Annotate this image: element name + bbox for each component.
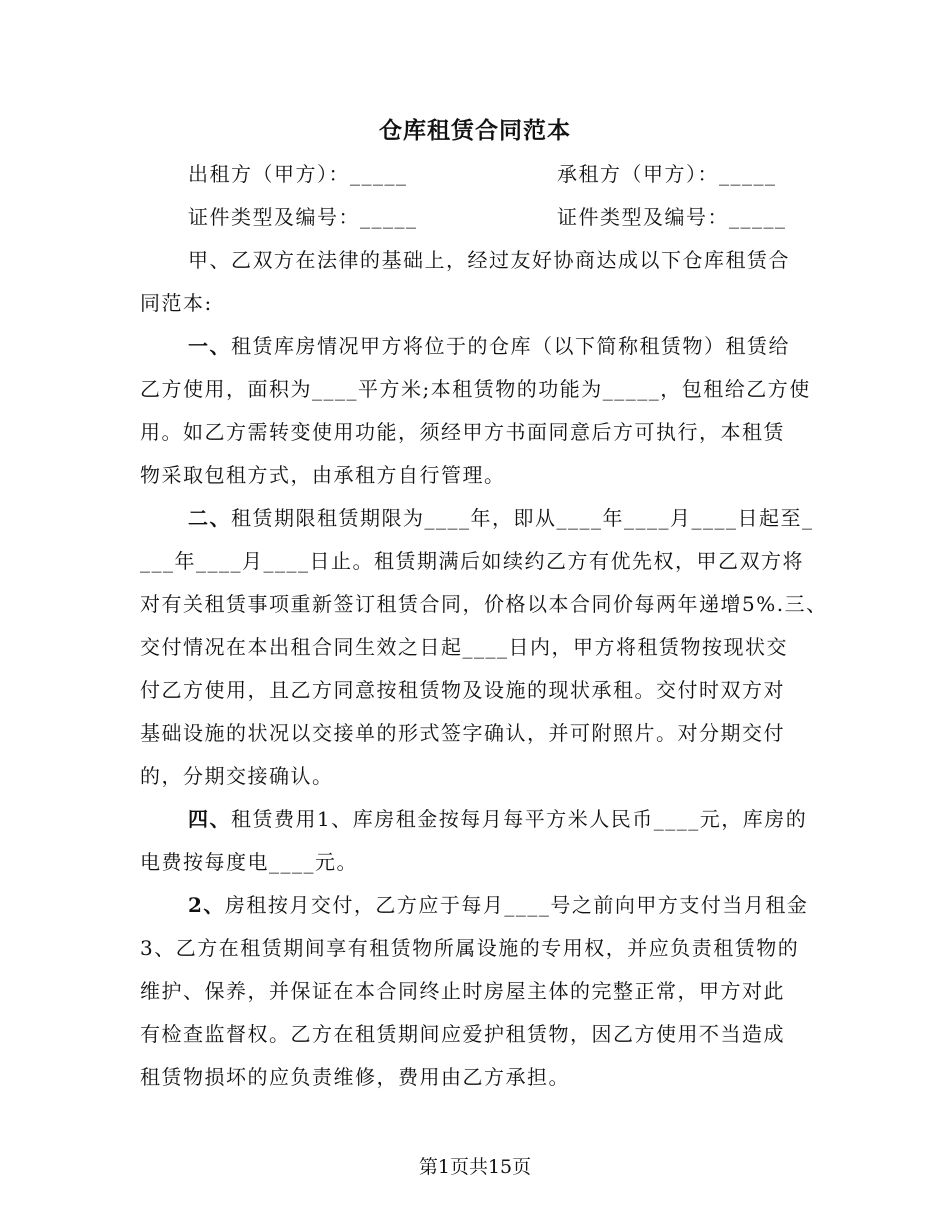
- item-2-marker: 2、: [188, 893, 225, 917]
- paragraph-line: 付乙方使用，且乙方同意按租赁物及设施的现状承租。交付时双方对: [140, 678, 785, 702]
- paragraph-line: 对有关租赁事项重新签订租赁合同，价格以本合同价每两年递增5%.三、: [140, 592, 828, 616]
- section-4-text: 租赁费用1、库房租金按每月每平方米人民币____元，库房的: [231, 807, 808, 831]
- paragraph-line: 用。如乙方需转变使用功能，须经甲方书面同意后方可执行，本租赁: [140, 420, 785, 444]
- paragraph-line: 维护、保养，并保证在本合同终止时房屋主体的完整正常，甲方对此: [140, 979, 785, 1003]
- section-1-line: [188, 332, 790, 360]
- paragraph-line: 交付情况在本出租合同生效之日起____日内，甲方将租赁物按现状交: [140, 635, 788, 659]
- section-2-marker: 二、: [188, 506, 231, 530]
- section-1-text: 租赁库房情况甲方将位于的仓库（以下简称租赁物）租赁给: [231, 334, 790, 358]
- paragraph-line: 同范本:: [140, 291, 213, 315]
- section-1-marker: 一、: [188, 334, 231, 358]
- item-2-line: [188, 891, 808, 919]
- lessee-id-label: 证件类型及编号：_____: [557, 205, 787, 229]
- paragraph-line: 物采取包租方式，由承租方自行管理。: [140, 463, 506, 487]
- paragraph-line: 乙方使用，面积为____平方米;本租赁物的功能为_____，包租给乙方使: [140, 377, 811, 401]
- paragraph-line: 租赁物损坏的应负责维修，费用由乙方承担。: [140, 1065, 570, 1089]
- paragraph-line: 有检查监督权。乙方在租赁期间应爱护租赁物，因乙方使用不当造成: [140, 1022, 785, 1046]
- document-title: 仓库租赁合同范本: [379, 117, 571, 144]
- paragraph-line: ___年____月____日止。租赁期满后如续约乙方有优先权，甲乙双方将: [140, 549, 804, 573]
- page-number: 第1页共15页: [418, 1156, 532, 1178]
- section-4-line: [188, 805, 807, 833]
- lessor-id-label: 证件类型及编号：_____: [188, 205, 418, 229]
- paragraph-line: 基础设施的状况以交接单的形式签字确认，并可附照片。对分期交付: [140, 721, 785, 745]
- lessor-label: 出租方（甲方）：_____: [188, 162, 408, 186]
- item-2-text: 房租按月交付，乙方应于每月____号之前向甲方支付当月租金: [224, 893, 809, 917]
- lessee-label: 承租方（甲方）：_____: [557, 162, 777, 186]
- section-2-line: [188, 504, 814, 532]
- section-2-text: 租赁期限租赁期限为____年，即从____年____月____日起至_: [231, 506, 814, 530]
- section-4-marker: 四、: [188, 807, 231, 831]
- paragraph-line: 甲、乙双方在法律的基础上，经过友好协商达成以下仓库租赁合: [188, 248, 790, 272]
- paragraph-line: 电费按每度电____元。: [140, 850, 358, 874]
- paragraph-line: 3、乙方在租赁期间享有租赁物所属设施的专用权，并应负责租赁物的: [140, 936, 800, 960]
- paragraph-line: 的，分期交接确认。: [140, 764, 334, 788]
